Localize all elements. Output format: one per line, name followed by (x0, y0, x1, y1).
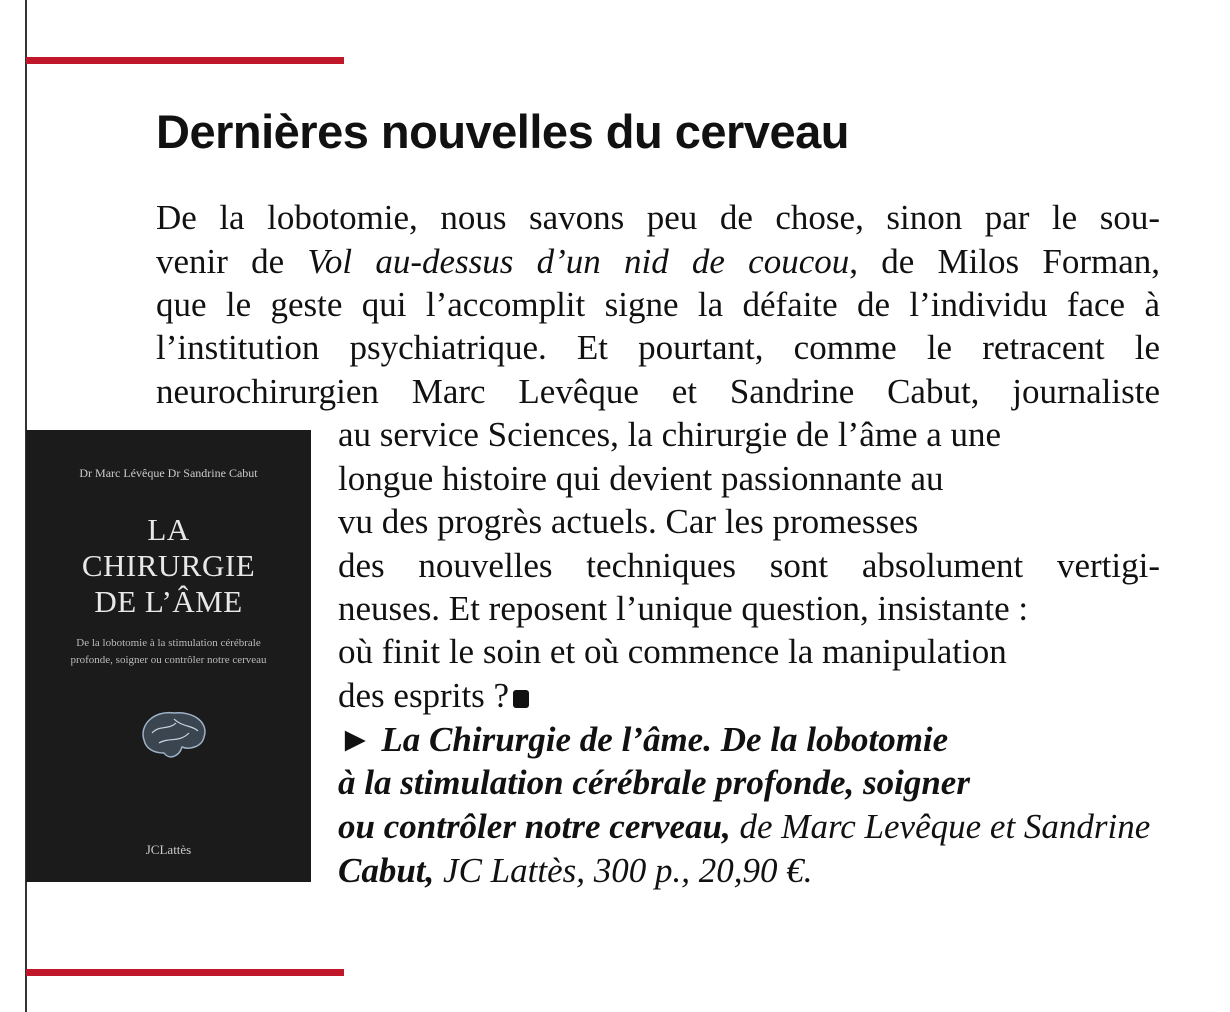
arrow-icon: ► (338, 720, 373, 759)
body-line: neuses. Et reposent l’unique question, insistante : (338, 589, 1029, 628)
top-red-rule (26, 57, 344, 64)
book-ref-line (338, 851, 813, 891)
article-title: Dernières nouvelles du cerveau (156, 105, 849, 158)
body-line: des nouvelles techniques sont absolument vertigi- (338, 546, 1160, 585)
cover-subtitle: De la lobotomie à la stimulation cérébrale profonde, soigner ou contrôler notre cerveau (70, 637, 267, 666)
book-title: ou contrôler notre cerveau, (338, 807, 731, 846)
book-authors: Cabut, (338, 851, 435, 890)
cover-title (26, 512, 311, 620)
book-cover-image (26, 430, 311, 882)
body-line: au service Sciences, la chirurgie de l’âme a une (338, 415, 1002, 454)
body-line: longue histoire qui devient passionnante au (338, 459, 944, 498)
book-title: La Chirurgie de l’âme. De la lobotomie (381, 720, 949, 759)
book-authors: de Marc Levêque et Sandrine (730, 807, 1151, 846)
body-line: vu des progrès actuels. Car les promesses (338, 502, 919, 541)
cover-title-line: DE L’ÂME (94, 584, 243, 619)
brain-icon (134, 705, 214, 765)
body-line (338, 676, 529, 716)
body-text: des esprits ? (338, 676, 510, 715)
cover-publisher: JCLattès (145, 842, 192, 857)
bottom-red-rule (26, 969, 344, 976)
cover-title-line: LA (147, 512, 190, 547)
cover-authors: Dr Marc Lévêque Dr Sandrine Cabut (79, 466, 258, 480)
cover-title-line: CHIRURGIE (81, 548, 256, 583)
body-line (156, 242, 1160, 282)
book-publisher: JC Lattès, 300 p., 20,90 €. (434, 851, 813, 890)
film-title: Vol au-dessus d’un nid de coucou (307, 242, 850, 281)
body-text: , de Milos Forman, (849, 242, 1161, 281)
body-line: neurochirurgien Marc Levêque et Sandrine Cabut, journaliste (156, 372, 1160, 411)
body-line: où finit le soin et où commence la manipulation (338, 632, 1007, 671)
body-line: l’institution psychiatrique. Et pourtant, comme le retracent le (156, 328, 1160, 367)
book-ref-line (338, 807, 1150, 847)
book-ref-line: à la stimulation cérébrale profonde, soigner (338, 763, 970, 802)
body-line: De la lobotomie, nous savons peu de chose, sinon par le sou- (156, 198, 1160, 237)
body-text: venir de (156, 242, 308, 281)
body-line: que le geste qui l’accomplit signe la défaite de l’individu face à (156, 285, 1160, 324)
book-ref-line (338, 720, 948, 760)
end-mark-icon (513, 690, 529, 708)
